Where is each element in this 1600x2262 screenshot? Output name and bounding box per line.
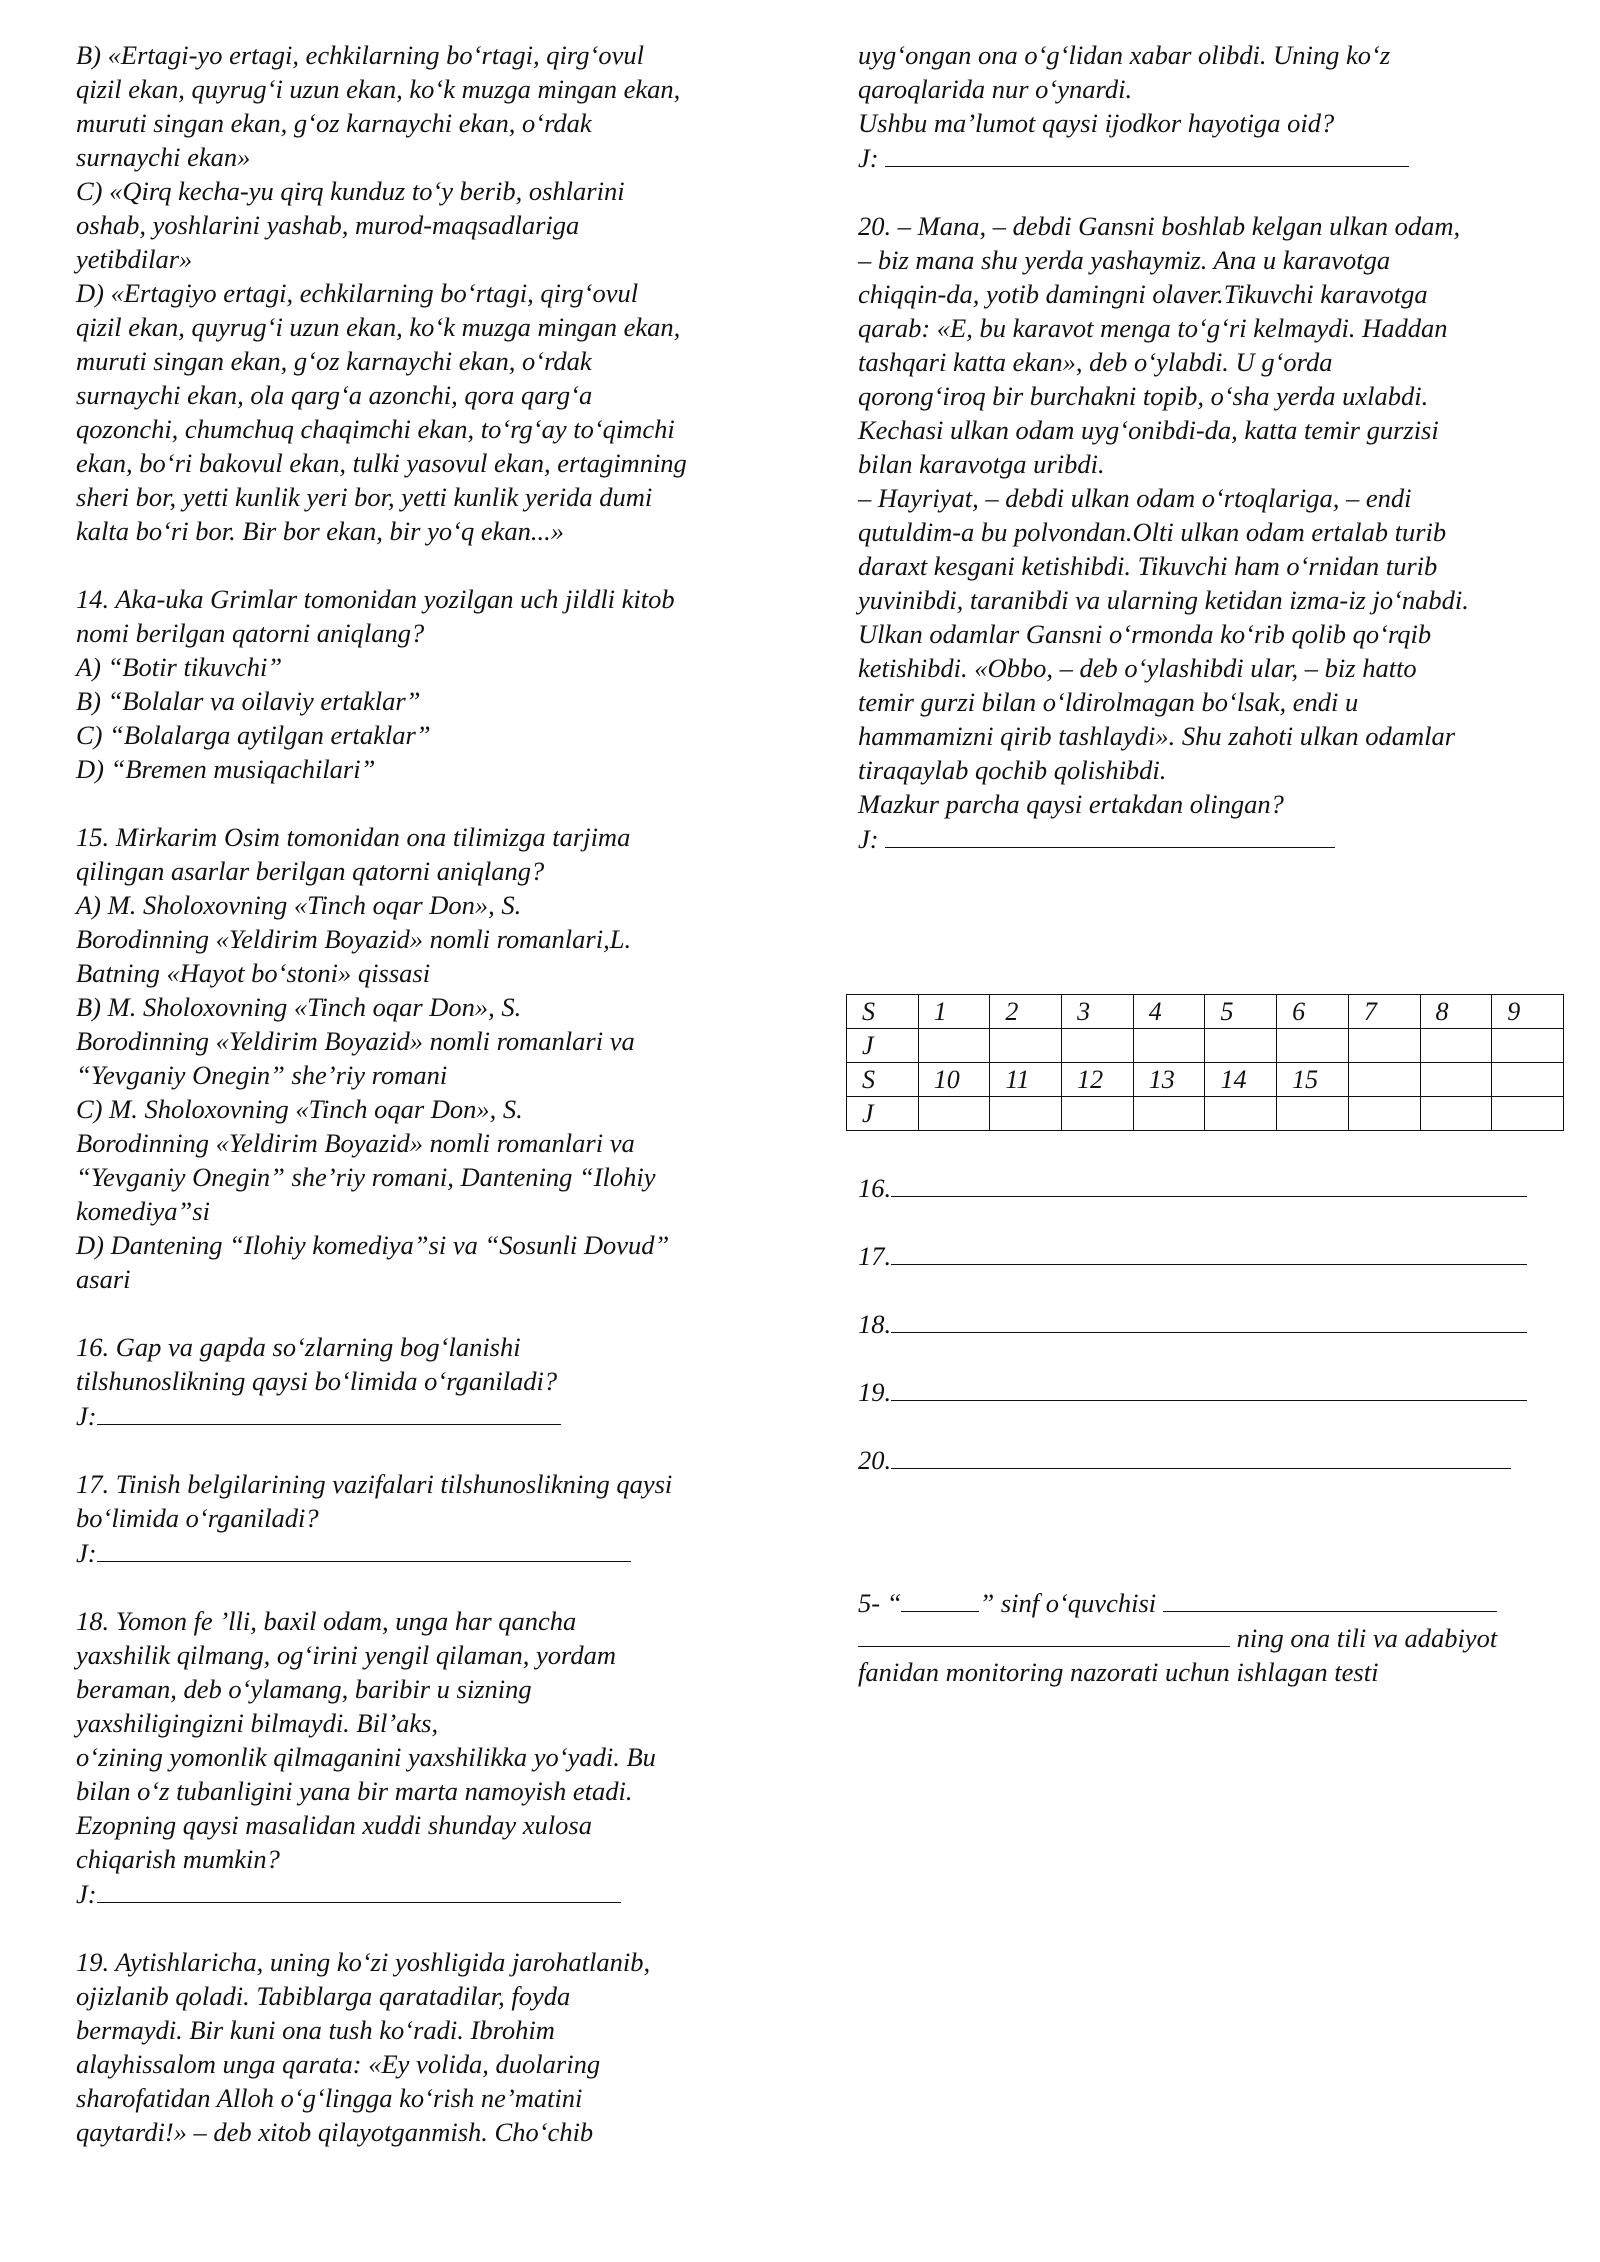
q14-line: 14. Aka-uka Grimlar tomonidan yozilgan uch jildli kitob — [76, 584, 675, 614]
grid-answer-cell[interactable] — [1348, 1029, 1420, 1063]
footer-line-1 — [858, 1585, 1558, 1620]
grid-cell: 5 — [1205, 995, 1277, 1029]
q13-d-3: muruti singan ekan, g‘oz karnaychi ekan, o‘rdak — [76, 346, 592, 376]
grid-cell: 2 — [990, 995, 1062, 1029]
q16-line: tilshunoslikning qaysi bo‘limida o‘rganiladi? — [76, 1366, 558, 1396]
q18-answer[interactable] — [76, 1876, 776, 1911]
q20-line: qarab: «E, bu karavot menga to‘g‘ri kelmaydi. Haddan — [858, 313, 1448, 343]
answer-blank[interactable] — [891, 1170, 1527, 1197]
grid-answer-cell[interactable] — [990, 1097, 1062, 1131]
student-surname-blank[interactable] — [858, 1620, 1230, 1647]
question-16 — [76, 1330, 776, 1433]
question-17 — [76, 1467, 776, 1570]
q13-c-3: yetibdilar» — [76, 244, 193, 274]
grid-answer-cell[interactable] — [1492, 1097, 1564, 1131]
answer-number: 18. — [858, 1309, 892, 1339]
q17-answer[interactable] — [76, 1535, 776, 1570]
q13-b-4: surnaychi ekan» — [76, 142, 251, 172]
student-name-blank[interactable] — [1163, 1585, 1497, 1612]
grid-cell: 8 — [1420, 995, 1492, 1029]
grid-answer-cell[interactable] — [1420, 1029, 1492, 1063]
grid-cell: 3 — [1062, 995, 1134, 1029]
q18-line: o‘zining yomonlik qilmaganini yaxshilikka yo‘yadi. Bu — [76, 1742, 656, 1772]
answer-blank[interactable] — [891, 1442, 1511, 1469]
question-13-options — [76, 38, 776, 548]
grid-cell: 11 — [990, 1063, 1062, 1097]
q13-d-4: surnaychi ekan, ola qarg‘a azonchi, qora qarg‘a — [76, 380, 593, 410]
q20-line: – biz mana shu yerda yashaymiz. Ana u karavotga — [858, 245, 1391, 275]
answer-number: 20. — [858, 1445, 892, 1475]
q15-line: D) Dantening “Ilohiy komediya”si va “Sosunli Dovud” — [76, 1230, 670, 1260]
answer-line-20[interactable] — [858, 1442, 1558, 1510]
grid-row-questions-1 — [847, 995, 1564, 1029]
grid-cell: 10 — [918, 1063, 990, 1097]
grid-answer-cell[interactable] — [1348, 1097, 1420, 1131]
grid-cell — [1348, 1063, 1420, 1097]
q17-line: bo‘limida o‘rganiladi? — [76, 1503, 319, 1533]
q13-b-2: qizil ekan, quyrug‘i uzun ekan, ko‘k muzga mingan ekan, — [76, 74, 681, 104]
grid-answer-cell[interactable] — [1205, 1029, 1277, 1063]
grid-cell: J — [847, 1097, 919, 1131]
answer-label: J: — [858, 143, 886, 173]
question-19 — [76, 1945, 776, 2149]
grid-answer-cell[interactable] — [918, 1097, 990, 1131]
q18-line: bilan o‘z tubanligini yana bir marta namoyish etadi. — [76, 1776, 633, 1806]
q15-line: “Yevganiy Onegin” she’riy romani — [76, 1060, 448, 1090]
answer-blank[interactable] — [97, 1535, 631, 1562]
question-19-continued — [858, 38, 1558, 175]
answer-blank[interactable] — [885, 140, 1409, 167]
q16-line: 16. Gap va gapda so‘zlarning bog‘lanishi — [76, 1332, 521, 1362]
grid-answer-cell[interactable] — [1133, 1097, 1205, 1131]
q14-option-b: B) “Bolalar va oilaviy ertaklar” — [76, 686, 421, 716]
right-column — [858, 38, 1558, 890]
q15-line: Borodinning «Yeldirim Boyazid» nomli romanlari va — [76, 1026, 635, 1056]
grid-answer-cell[interactable] — [1277, 1097, 1349, 1131]
q14-option-a: A) “Botir tikuvchi” — [76, 652, 283, 682]
question-15 — [76, 820, 776, 1296]
student-footer — [858, 1585, 1558, 1689]
grid-answer-cell[interactable] — [1420, 1097, 1492, 1131]
q18-line: yaxshiligingizni bilmaydi. Bil’aks, — [76, 1708, 439, 1738]
q20-line: tiraqaylab qochib qolishibdi. — [858, 755, 1167, 785]
q20-line: temir gurzi bilan o‘ldirolmagan bo‘lsak, endi u — [858, 687, 1359, 717]
grid-answer-cell[interactable] — [1277, 1029, 1349, 1063]
written-answer-lines — [858, 1170, 1558, 1510]
grid-cell: 4 — [1133, 995, 1205, 1029]
grid-cell: 13 — [1133, 1063, 1205, 1097]
q19-cont-line: Ushbu ma’lumot qaysi ijodkor hayotiga oid? — [858, 108, 1335, 138]
q18-line: beraman, deb o‘ylamang, baribir u sizning — [76, 1674, 532, 1704]
answer-blank[interactable] — [891, 1374, 1527, 1401]
q20-line: ketishibdi. «Obbo, – deb o‘ylashibdi ular, – biz hatto — [858, 653, 1417, 683]
answer-label: J: — [76, 1538, 97, 1568]
answer-blank[interactable] — [885, 821, 1335, 848]
q19-line: 19. Aytishlaricha, uning ko‘zi yoshligida jarohatlanib, — [76, 1947, 651, 1977]
q19-line: ojizlanib qoladi. Tabiblarga qaratadilar, foyda — [76, 1981, 571, 2011]
q20-line: tashqari katta ekan», deb o‘ylabdi. U g‘orda — [858, 347, 1333, 377]
answer-line-18[interactable] — [858, 1306, 1558, 1374]
q18-line: 18. Yomon fe ’lli, baxil odam, unga har qancha — [76, 1606, 577, 1636]
grid-cell: 1 — [918, 995, 990, 1029]
answer-line-17[interactable] — [858, 1238, 1558, 1306]
q15-line: “Yevganiy Onegin” she’riy romani, Dantening “Ilohiy — [76, 1162, 656, 1192]
q20-line: hammamizni qirib tashlaydi». Shu zahoti ulkan odamlar — [858, 721, 1456, 751]
question-18 — [76, 1604, 776, 1911]
grid-answer-cell[interactable] — [1133, 1029, 1205, 1063]
grid-cell: J — [847, 1029, 919, 1063]
q20-line: 20. – Mana, – debdi Gansni boshlab kelgan ulkan odam, — [858, 211, 1461, 241]
q17-line: 17. Tinish belgilarining vazifalari tilshunoslikning qaysi — [76, 1469, 673, 1499]
q15-line: A) M. Sholoxovning «Tinch oqar Don», S. — [76, 890, 522, 920]
q20-line: bilan karavotga uribdi. — [858, 449, 1105, 479]
q19-line: alayhissalom unga qarata: «Ey volida, duolaring — [76, 2049, 601, 2079]
q18-line: chiqarish mumkin? — [76, 1844, 280, 1874]
footer-line-3: fanidan monitoring nazorati uchun ishlagan testi — [858, 1657, 1379, 1687]
q19-line: qaytardi!» – deb xitob qilayotganmish. Cho‘chib — [76, 2117, 594, 2147]
grid-answer-cell[interactable] — [1062, 1097, 1134, 1131]
answer-label: J: — [76, 1401, 97, 1431]
grid-cell: 7 — [1348, 995, 1420, 1029]
q20-line: Mazkur parcha qaysi ertakdan olingan? — [858, 789, 1284, 819]
grade-prefix: 5- “ — [858, 1588, 902, 1618]
grid-row-answers-1 — [847, 1029, 1564, 1063]
q14-option-d: D) “Bremen musiqachilari” — [76, 754, 376, 784]
q15-line: Borodinning «Yeldirim Boyazid» nomli romanlari va — [76, 1128, 635, 1158]
grid-answer-cell[interactable] — [1205, 1097, 1277, 1131]
grade-suffix: ” sinf o‘quvchisi — [979, 1588, 1157, 1618]
q19-line: sharofatidan Alloh o‘g‘lingga ko‘rish ne’matini — [76, 2083, 583, 2113]
answer-blank[interactable] — [891, 1238, 1527, 1265]
grid-cell: 14 — [1205, 1063, 1277, 1097]
q20-line: Kechasi ulkan odam uyg‘onibdi-da, katta temir gurzisi — [858, 415, 1439, 445]
q20-line: qorong‘iroq bir burchakni topib, o‘sha yerda uxlabdi. — [858, 381, 1429, 411]
q19-answer[interactable] — [858, 140, 1558, 175]
q15-line: Batning «Hayot bo‘stoni» qissasi — [76, 958, 431, 988]
q15-line: komediya”si — [76, 1196, 210, 1226]
grid-answer-cell[interactable] — [1062, 1029, 1134, 1063]
footer-line-2 — [858, 1620, 1558, 1655]
question-14 — [76, 582, 776, 786]
answer-number: 17. — [858, 1241, 892, 1271]
answer-grid — [846, 994, 1564, 1131]
answer-label: J: — [76, 1879, 97, 1909]
q13-c-2: oshab, yoshlarini yashab, murod-maqsadlariga — [76, 210, 580, 240]
q19-cont-line: uyg‘ongan ona o‘g‘lidan xabar olibdi. Uning ko‘z — [858, 40, 1391, 70]
grid-answer-cell[interactable] — [990, 1029, 1062, 1063]
grid-cell: S — [847, 1063, 919, 1097]
q14-option-c: C) “Bolalarga aytilgan ertaklar” — [76, 720, 431, 750]
q20-line: daraxt kesgani ketishibdi. Tikuvchi ham o‘rnidan turib — [858, 551, 1438, 581]
q20-line: – Hayriyat, – debdi ulkan odam o‘rtoqlariga, – endi — [858, 483, 1412, 513]
grid-cell: 12 — [1062, 1063, 1134, 1097]
q18-line: Ezopning qaysi masalidan xuddi shunday xulosa — [76, 1810, 592, 1840]
q15-line: asari — [76, 1264, 131, 1294]
grid-answer-cell[interactable] — [1492, 1029, 1564, 1063]
q20-line: yuvinibdi, taranibdi va ularning ketidan izma-iz jo‘nabdi. — [858, 585, 1469, 615]
q13-d-5: qozonchi, chumchuq chaqimchi ekan, to‘rg‘ay to‘qimchi — [76, 414, 675, 444]
q13-b-1: B) «Ertagi-yo ertagi, echkilarning bo‘rtagi, qirg‘ovul — [76, 40, 644, 70]
answer-blank[interactable] — [97, 1398, 561, 1425]
q15-line: qilingan asarlar berilgan qatorni aniqlang? — [76, 856, 545, 886]
q15-line: 15. Mirkarim Osim tomonidan ona tilimizga tarjima — [76, 822, 631, 852]
grid-cell: 15 — [1277, 1063, 1349, 1097]
q13-d-1: D) «Ertagiyo ertagi, echkilarning bo‘rtagi, qirg‘ovul — [76, 278, 639, 308]
q15-line: Borodinning «Yeldirim Boyazid» nomli romanlari,L. — [76, 924, 632, 954]
q15-line: C) M. Sholoxovning «Tinch oqar Don», S. — [76, 1094, 523, 1124]
q20-answer[interactable] — [858, 821, 1558, 856]
grid-cell — [1492, 1063, 1564, 1097]
q13-b-3: muruti singan ekan, g‘oz karnaychi ekan, o‘rdak — [76, 108, 592, 138]
grid-row-answers-2 — [847, 1097, 1564, 1131]
q13-d-8: kalta bo‘ri bor. Bir bor ekan, bir yo‘q ekan...» — [76, 516, 564, 546]
q20-line: Ulkan odamlar Gansni o‘rmonda ko‘rib qolib qo‘rqib — [858, 619, 1432, 649]
grid-cell — [1420, 1063, 1492, 1097]
grid-cell: 9 — [1492, 995, 1564, 1029]
q13-d-6: ekan, bo‘ri bakovul ekan, tulki yasovul ekan, ertagimning — [76, 448, 687, 478]
grid-cell: S — [847, 995, 919, 1029]
question-20 — [858, 209, 1558, 856]
q13-d-2: qizil ekan, quyrug‘i uzun ekan, ko‘k muzga mingan ekan, — [76, 312, 681, 342]
q13-d-7: sheri bor, yetti kunlik yeri bor, yetti kunlik yerida dumi — [76, 482, 653, 512]
q16-answer[interactable] — [76, 1398, 776, 1433]
grid-answer-cell[interactable] — [918, 1029, 990, 1063]
grade-blank[interactable] — [901, 1585, 979, 1612]
answer-line-19[interactable] — [858, 1374, 1558, 1442]
answer-blank[interactable] — [97, 1876, 621, 1903]
q13-c-1: C) «Qirq kecha-yu qirq kunduz to‘y berib, oshlarini — [76, 176, 625, 206]
q15-line: B) M. Sholoxovning «Tinch oqar Don», S. — [76, 992, 522, 1022]
grid-cell: 6 — [1277, 995, 1349, 1029]
answer-blank[interactable] — [891, 1306, 1527, 1333]
left-column — [76, 38, 776, 2183]
footer-ning: ning ona tili va adabiyot — [1230, 1623, 1498, 1653]
q14-line: nomi berilgan qatorni aniqlang? — [76, 618, 425, 648]
grid-row-questions-2 — [847, 1063, 1564, 1097]
answer-number: 16. — [858, 1173, 892, 1203]
q18-line: yaxshilik qilmang, og‘irini yengil qilaman, yordam — [76, 1640, 616, 1670]
q19-cont-line: qaroqlarida nur o‘ynardi. — [858, 74, 1133, 104]
answer-label: J: — [858, 824, 886, 854]
answer-line-16[interactable] — [858, 1170, 1558, 1238]
q20-line: qutuldim-a bu polvondan.Olti ulkan odam ertalab turib — [858, 517, 1447, 547]
answer-number: 19. — [858, 1377, 892, 1407]
q20-line: chiqqin-da, yotib damingni olaver.Tikuvchi karavotga — [858, 279, 1428, 309]
q19-line: bermaydi. Bir kuni ona tush ko‘radi. Ibrohim — [76, 2015, 555, 2045]
